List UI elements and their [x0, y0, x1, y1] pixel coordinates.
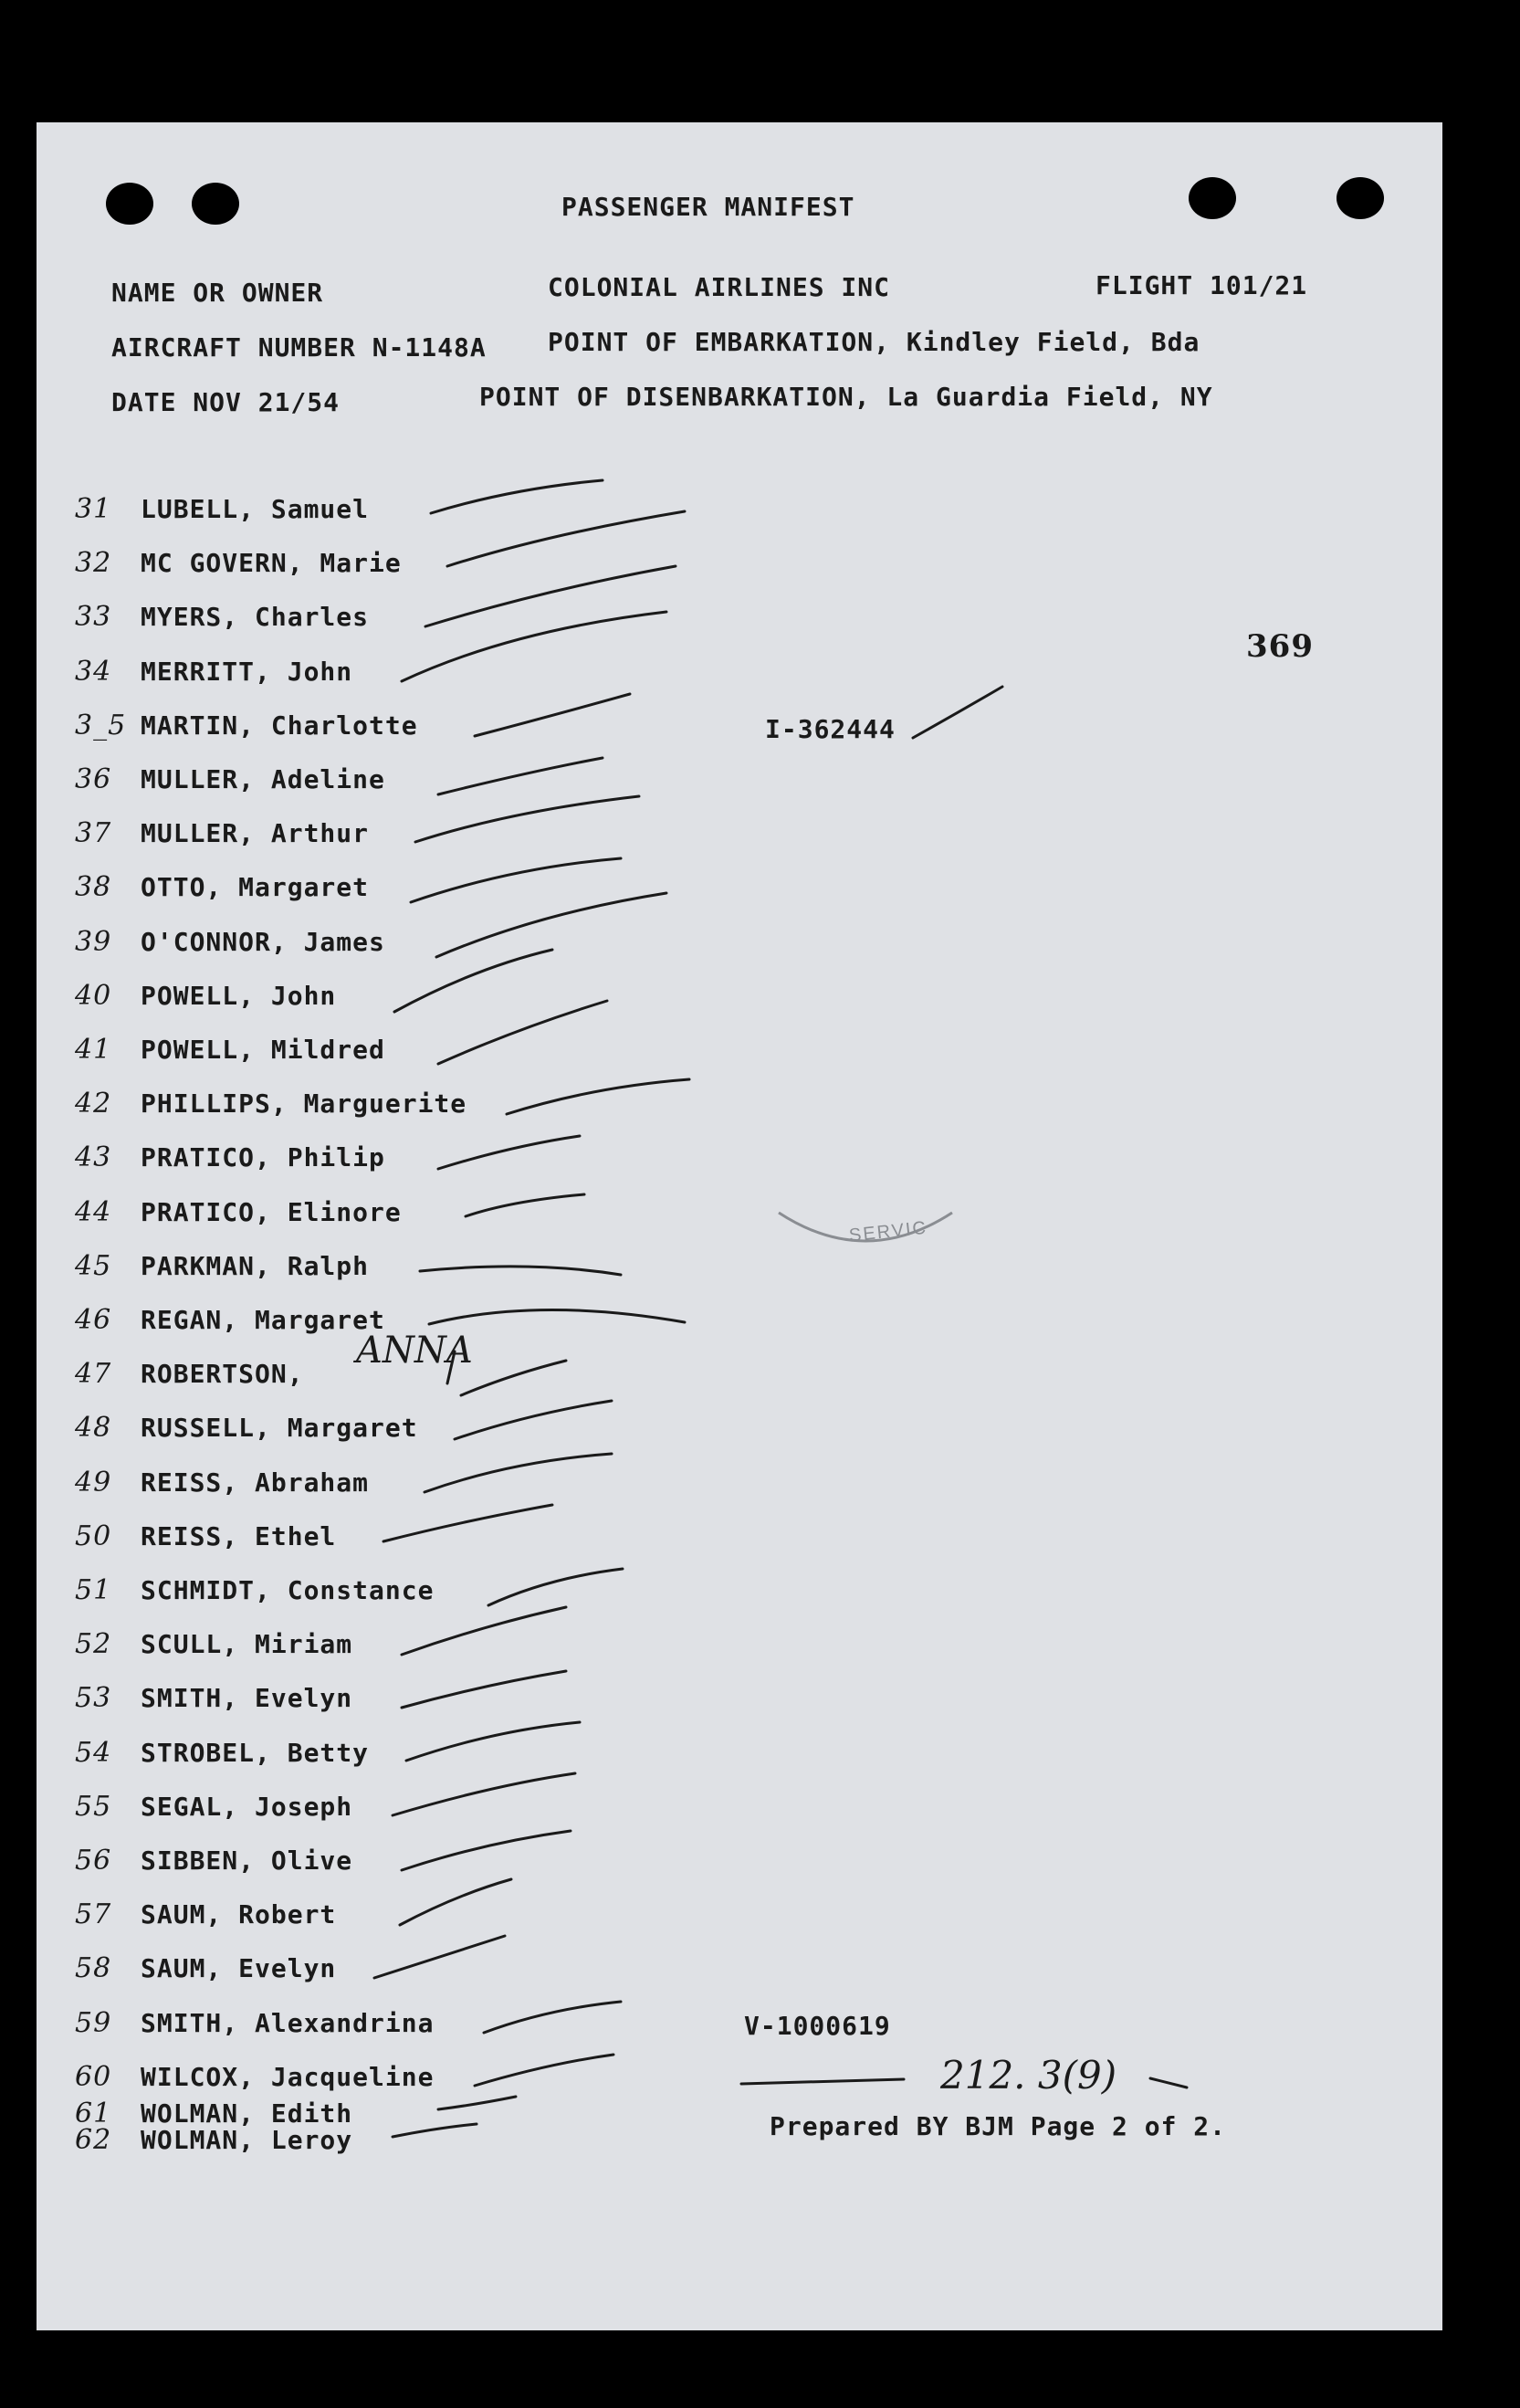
passenger-name: WOLMAN, Edith: [141, 2098, 353, 2129]
passenger-name: REGAN, Margaret: [141, 1305, 385, 1335]
passenger-name: STROBEL, Betty: [141, 1737, 370, 1768]
passenger-number: 54: [75, 1736, 112, 1769]
passenger-number: 56: [75, 1845, 112, 1877]
passenger-name: MC GOVERN, Marie: [141, 548, 402, 579]
passenger-name: SCHMIDT, Constance: [141, 1575, 435, 1605]
passenger-name: PHILLIPS, Marguerite: [141, 1088, 467, 1120]
passenger-name: OTTO, Margaret: [141, 872, 370, 903]
passenger-number: 31: [75, 493, 112, 525]
passenger-number: 36: [75, 763, 112, 795]
passenger-number: 43: [75, 1141, 112, 1174]
passenger-name: MERRITT, John: [141, 656, 353, 687]
passenger-name: O'CONNOR, James: [141, 926, 385, 957]
passenger-name: REISS, Ethel: [141, 1520, 337, 1551]
passenger-number: 33: [75, 601, 112, 634]
passenger-name: RUSSELL, Margaret: [141, 1413, 418, 1444]
passenger-name: SIBBEN, Olive: [141, 1845, 353, 1876]
passenger-number: 48: [75, 1412, 112, 1445]
aircraft-number: AIRCRAFT NUMBER N-1148A: [111, 332, 487, 363]
passenger-number: 3_5: [75, 709, 127, 741]
annotation-id: I-362444: [765, 714, 896, 744]
passenger-number: 59: [75, 2006, 112, 2039]
passenger-name: SMITH, Evelyn: [141, 1683, 353, 1714]
handwritten-file-number: 212. 3(9): [940, 2053, 1117, 2098]
passenger-number: 50: [75, 1519, 112, 1552]
passenger-name: SCULL, Miriam: [141, 1629, 353, 1660]
passenger-number: 39: [75, 925, 112, 958]
passenger-number: 61: [75, 2097, 112, 2129]
passenger-name: WILCOX, Jacqueline: [141, 2061, 435, 2092]
embarkation-point: POINT OF EMBARKATION, Kindley Field, Bda: [548, 327, 1200, 357]
passenger-number: 47: [75, 1358, 112, 1391]
passenger-name: MARTIN, Charlotte: [141, 710, 418, 741]
passenger-number: 49: [75, 1466, 112, 1498]
passenger-number: 40: [75, 979, 112, 1012]
passenger-name: MULLER, Adeline: [141, 764, 385, 794]
passenger-name: SAUM, Evelyn: [141, 1953, 337, 1984]
passenger-name: LUBELL, Samuel: [141, 494, 370, 524]
manifest-date: DATE NOV 21/54: [111, 387, 341, 417]
passenger-name: REISS, Abraham: [141, 1467, 370, 1498]
passenger-number: 44: [75, 1195, 112, 1228]
passenger-name: POWELL, Mildred: [141, 1035, 385, 1065]
passenger-name: PRATICO, Elinore: [141, 1196, 402, 1227]
passenger-name: ROBERTSON,: [141, 1359, 304, 1390]
passenger-number: 55: [75, 1790, 112, 1823]
passenger-name: POWELL, John: [141, 980, 337, 1011]
passenger-name: PRATICO, Philip: [141, 1142, 385, 1173]
passenger-name: SMITH, Alexandrina: [141, 2007, 435, 2038]
passenger-number: 32: [75, 547, 112, 580]
passenger-number: 34: [75, 655, 112, 688]
passenger-number: 52: [75, 1628, 112, 1661]
handwritten-first-name: ANNA: [356, 1330, 473, 1372]
passenger-number: 46: [75, 1304, 112, 1336]
disembarkation-point: POINT OF DISENBARKATION, La Guardia Field, NY: [479, 382, 1213, 412]
prepared-by-footer: Prepared BY BJM Page 2 of 2.: [770, 2111, 1227, 2141]
passenger-number: 57: [75, 1898, 112, 1931]
passenger-number: 38: [75, 871, 112, 904]
airline-name: COLONIAL AIRLINES INC: [548, 272, 891, 302]
passenger-number: 51: [75, 1574, 112, 1606]
passenger-number: 53: [75, 1682, 112, 1715]
page-stamp-number: 369: [1246, 628, 1314, 665]
manifest-title: PASSENGER MANIFEST: [561, 192, 855, 222]
passenger-name: SAUM, Robert: [141, 1899, 337, 1930]
passenger-name: PARKMAN, Ralph: [141, 1250, 370, 1281]
passenger-number: 45: [75, 1249, 112, 1282]
owner-label: NAME OR OWNER: [111, 278, 324, 308]
passenger-number: 41: [75, 1034, 112, 1066]
passenger-name: MYERS, Charles: [141, 602, 370, 633]
passenger-name: WOLMAN, Leroy: [141, 2124, 353, 2155]
passenger-number: 62: [75, 2123, 112, 2156]
flight-number: FLIGHT 101/21: [1095, 270, 1308, 300]
passenger-number: 58: [75, 1952, 112, 1985]
passenger-name: MULLER, Arthur: [141, 818, 370, 849]
passenger-number: 42: [75, 1088, 112, 1120]
passenger-number: 37: [75, 817, 112, 850]
stamp-text: SERVIC: [848, 1217, 928, 1246]
annotation-visa: V-1000619: [744, 2011, 891, 2041]
passenger-name: SEGAL, Joseph: [141, 1791, 353, 1822]
passenger-number: 60: [75, 2060, 112, 2093]
